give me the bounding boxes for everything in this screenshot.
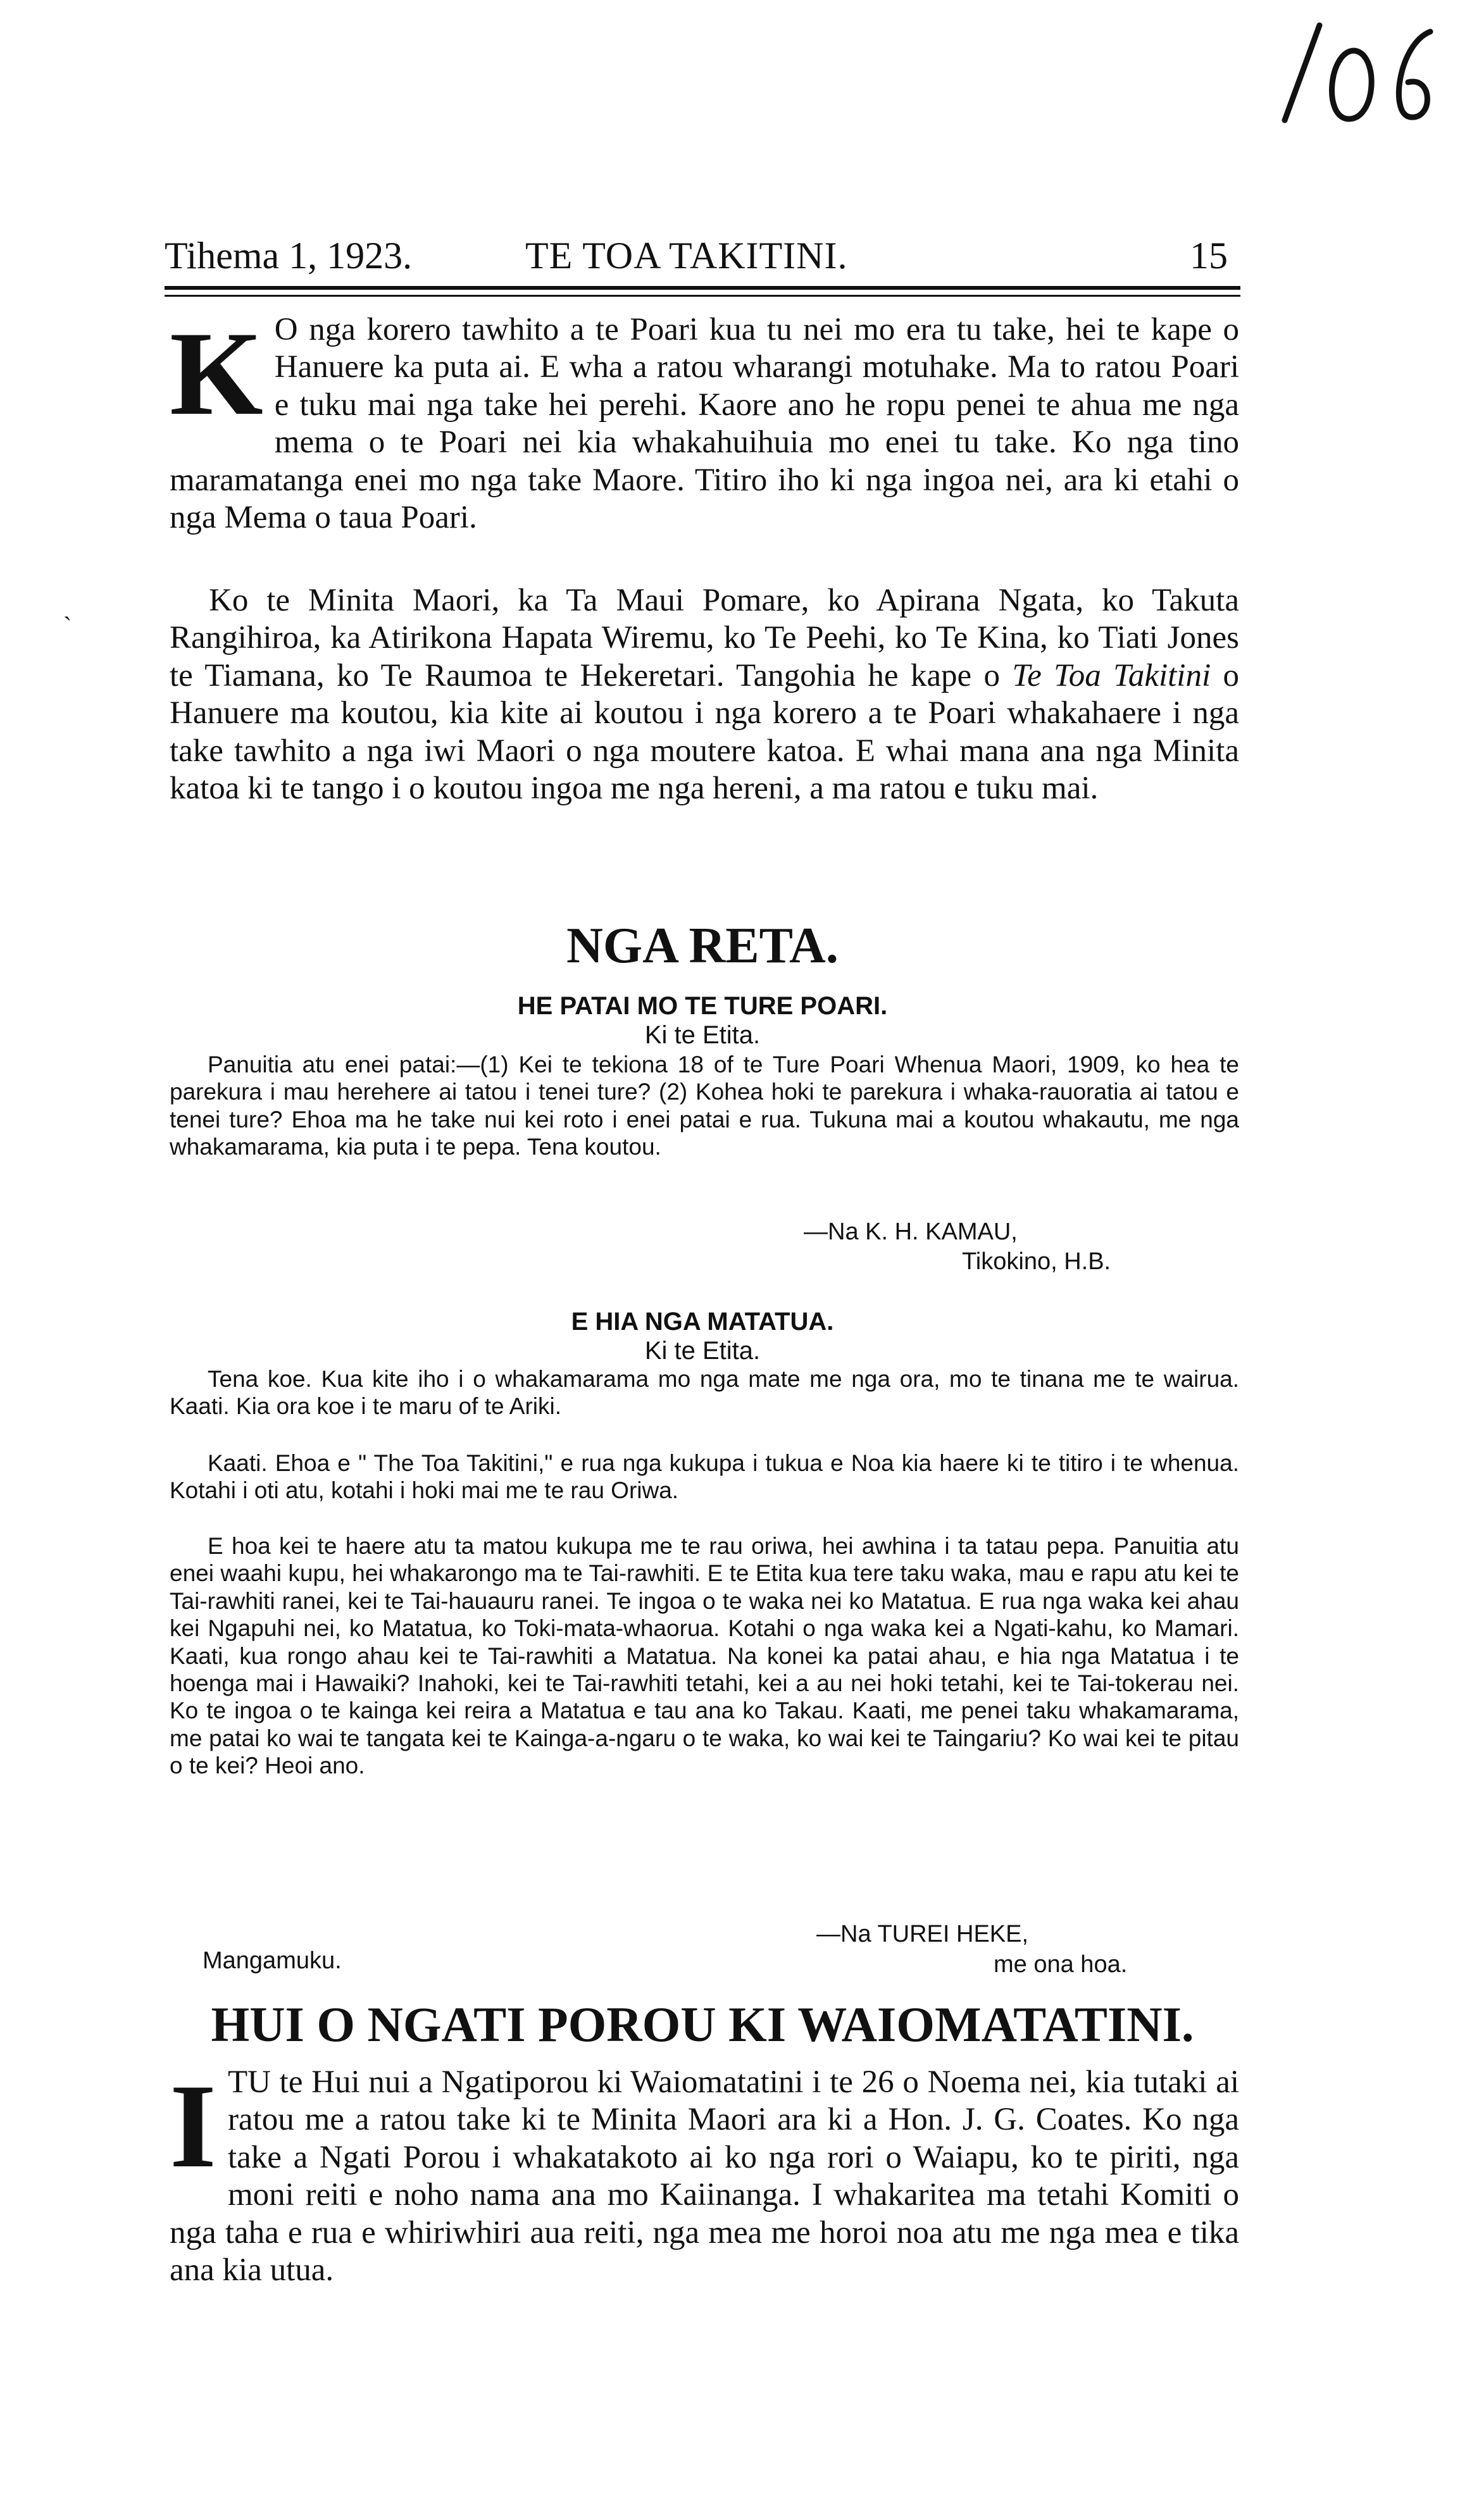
publication-name-italic: Te Toa Takitini	[1012, 657, 1211, 693]
letter2-paragraph-2: Kaati. Ehoa e " The Toa Takitini," e rua nga kukupa i tukua e Noa kia haere ki te titiro i te whenua. Kotahi i oti atu, kotahi i hoki mai me te rau Oriwa.	[170, 1450, 1239, 1504]
handwritten-page-number	[1259, 6, 1437, 133]
header-rule-thick	[165, 286, 1240, 290]
header-date: Tihema 1, 1923.	[165, 235, 413, 276]
article-intro-text: O nga korero tawhito a te Poari kua tu nei mo era tu take, hei te kape o Hanuere ka puta ai. E wha a ratou wharangi motuhake. Ma to ratou Poari e tuku mai nga take hei perehi. Kaore ano he ropu penei te ahua me nga mema o te Poari nei kia whakahuihuia mo enei tu take. Ko nga tino maramatanga enei mo nga take Maore. Titiro iho ki nga ingoa nei, ara ki etahi o nga Mema o taua Poari.	[170, 312, 1239, 536]
drop-cap: K	[170, 307, 263, 440]
handwritten-number-text: 106	[1259, 6, 1261, 7]
hui-drop-cap: I	[170, 2060, 216, 2193]
article-intro-paragraph	[170, 307, 1239, 537]
members-text-end: o Hanuere ma koutou, kia kite ai koutou i nga korero a te Poari whakahaere i nga take tawhito a nga iwi Maori o nga moutere katoa. E whai mana ana nga Minita katoa ki te tango i o koutou ingoa me nga hereni, a ma ratou e tuku mai.	[170, 657, 1240, 807]
margin-mark: ˏ	[63, 592, 72, 621]
letters-heading: NGA RETA.	[566, 918, 839, 974]
header-rule-thin	[165, 295, 1240, 297]
letter2-place: Mangamuku.	[203, 1947, 342, 1974]
header-page-number: 15	[1190, 235, 1228, 276]
letter2-title: E HIA NGA MATATUA.	[571, 1308, 834, 1336]
article-members-paragraph	[170, 582, 1239, 807]
letter1-body: Panuitia atu enei patai:—(1) Kei te tekiona 18 of te Ture Poari Whenua Maori, 1909, ko hea te parekura i mau herehere ai tatou i tenei ture? (2) Kohea hoki te parekura i whaka-rauoratia ai tatou e tenei ture? Ehoa ma he take nui kei roto i enei patai e rua. Tukuna mai a koutou whakautu, me nga whakamarama, kia puta i te pepa. Tena koutou.	[170, 1052, 1239, 1160]
letter2-paragraph-1: Tena koe. Kua kite iho i o whakamarama mo nga mate me nga ora, mo te tinana me te wairua. Kaati. Kia ora koe i te maru of te Ariki.	[170, 1366, 1239, 1420]
letter2-companions: me ona hoa.	[994, 1951, 1128, 1978]
members-text-start: Ko te Minita Maori, ka Ta Maui Pomare, ko Apirana Ngata, ko Takuta Rangihiroa, ka Atirikona Hapata Wiremu, ko Te Peehi, ko Te Kina, ko Tiati Jones te Tiamana, ko Te Raumoa te Hekeretari. Tangohia he kape o	[170, 583, 1239, 693]
letter2-signature: —Na TUREI HEKE,	[816, 1921, 1029, 1947]
hui-article-paragraph	[170, 2060, 1239, 2289]
running-header	[165, 234, 1240, 285]
letter1-place: Tikokino, H.B.	[962, 1248, 1111, 1275]
letter1-salutation: Ki te Etita.	[644, 1021, 761, 1049]
letter1-title: HE PATAI MO TE TURE POARI.	[517, 992, 888, 1020]
letter2-salutation: Ki te Etita.	[644, 1337, 761, 1365]
hui-article-text: TU te Hui nui a Ngatiporou ki Waiomatatini i te 26 o Noema nei, kia tutaki ai ratou me a ratou take ki te Minita Maori ara ki a Hon. J. G. Coates. Ko nga take a Ngati Porou i whakatakoto ai ko nga rori o Waiapu, ko te piriti, nga moni reiti e noho nama ana mo Kaiinanga. I whakaritea ma tetahi Komiti o nga taha e rua e whiriwhiri aua reiti, nga mea me horoi noa atu me nga mea e tika ana kia utua.	[170, 2064, 1239, 2288]
letter2-paragraph-3: E hoa kei te haere atu ta matou kukupa me te rau oriwa, hei awhina i ta tatau pepa. Panuitia atu enei waahi kupu, hei whakarongo ma te Tai-rawhiti. E te Etita kua tere taku waka, mau e rapu atu kei te Tai-rawhiti ranei, kei te Tai-hauauru ranei. Te ingoa o te waka nei ko Matatua. E rua nga waka kei ahau kei Ngapuhi nei, ko Matatua, ko Toki-mata-whaorua. Kotahi o nga waka kei a Ngati-kahu, ko Mamari. Kaati, kua rongo ahau kei te Tai-rawhiti a Matatua. Na konei ka patai ahau, e hia nga Matatua i te hoenga mai i Hawaiki? Inahoki, kei te Tai-rawhiti tetahi, kei a au nei hoki tetahi, kei te Tai-tokerau nei. Ko te ingoa o te kainga kei reira a Matatua e tau ana ko Takau. Kaati, me penei taku whakamarama, me patai ko wai te tangata kei te Kainga-a-ngaru o te waka, ko wai kei te Taingariu? Ko wai kei te pitau o te kei? Heoi ano.	[170, 1533, 1239, 1779]
hui-article-title: HUI O NGATI POROU KI WAIOMATATINI.	[211, 1997, 1194, 2052]
header-publication: TE TOA TAKITINI.	[525, 235, 848, 276]
letter1-signature: —Na K. H. KAMAU,	[804, 1219, 1018, 1245]
